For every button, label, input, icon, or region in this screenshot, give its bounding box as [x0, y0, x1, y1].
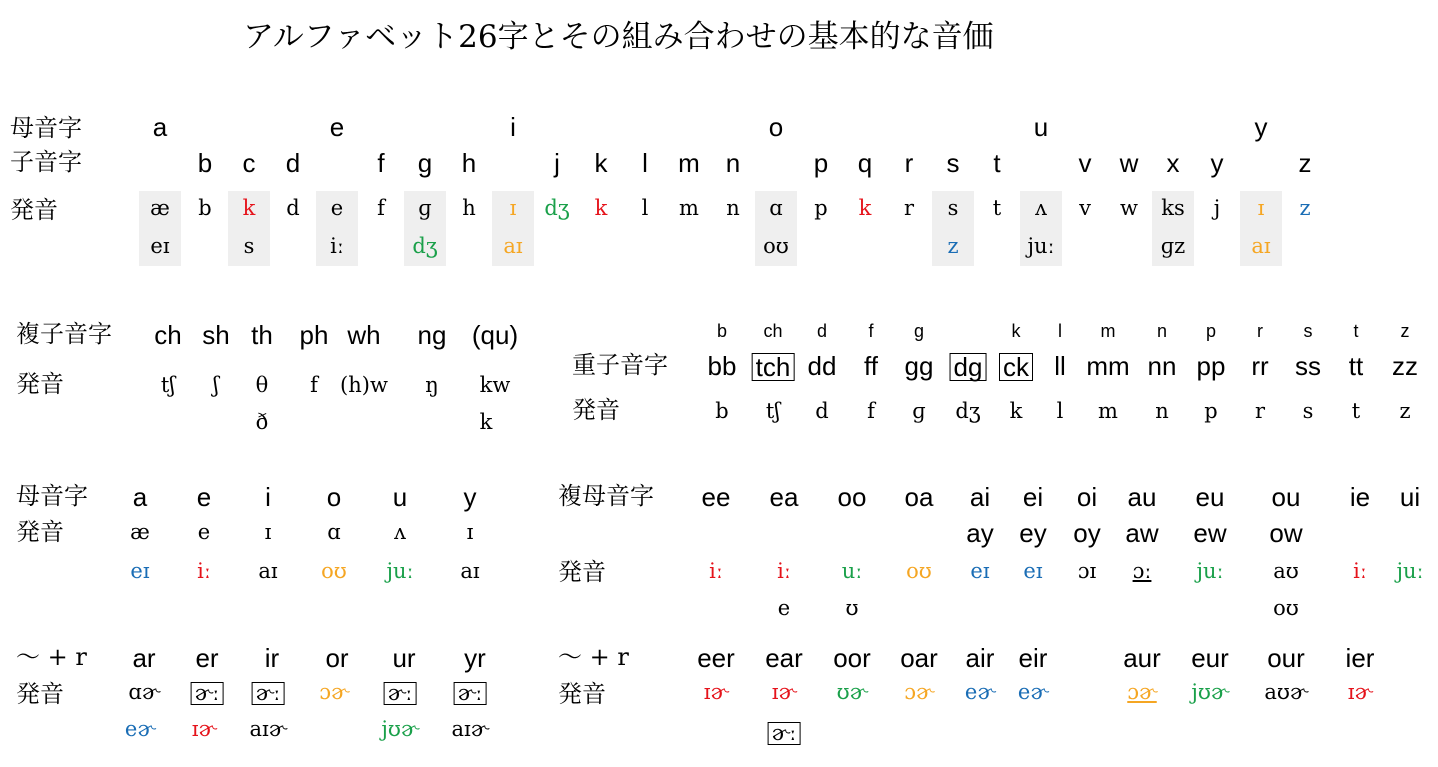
ipa-symbol: r	[903, 196, 915, 220]
r-letter: eur	[1191, 643, 1229, 673]
complex-vowel-letter: ui	[1399, 482, 1421, 512]
page-title: アルファベット26字とその組み合わせの基本的な音価	[243, 19, 994, 55]
r-letter: oar	[900, 643, 938, 673]
r-letter: air	[965, 643, 995, 673]
ipa-symbol: aɪɚ	[451, 717, 489, 741]
ipa-symbol: ɪɚ	[191, 717, 217, 741]
ipa-symbol: k	[479, 410, 493, 434]
ipa-symbol: l	[1056, 399, 1064, 423]
ipa-symbol: ɑɚ	[128, 680, 160, 704]
ipa-symbol: dʒ	[955, 399, 981, 423]
ipa-symbol: k	[242, 196, 256, 220]
ipa-symbol: ɚː	[768, 722, 801, 745]
ipa-symbol: s	[1302, 399, 1314, 423]
ipa-symbol: eɪ	[130, 559, 150, 583]
label-vowel-sound-2: 発音	[16, 518, 64, 546]
ipa-symbol: t	[1351, 399, 1361, 423]
label-double-consonant: 重子音字	[572, 351, 668, 379]
ipa-symbol: z	[1399, 399, 1411, 423]
consonant-letter: k	[594, 148, 608, 178]
consonant-letter: r	[904, 148, 914, 178]
label-digraph: 複子音字	[16, 320, 112, 348]
ipa-symbol: ʊ	[845, 596, 859, 620]
ipa-symbol: ɔɚ	[1127, 680, 1157, 704]
ipa-symbol: b	[198, 196, 212, 220]
ipa-symbol: ɪɚ	[1347, 680, 1373, 704]
double-letter: tt	[1348, 351, 1364, 381]
ipa-symbol: ɪ	[264, 520, 272, 544]
ipa-symbol: eɚ	[964, 680, 996, 704]
vowel-letter: i	[510, 112, 516, 142]
ipa-symbol: juː	[386, 559, 414, 583]
ipa-symbol: ʌ	[1035, 196, 1047, 220]
consonant-letter: q	[857, 148, 873, 178]
label-r-left-sound: 発音	[16, 680, 64, 708]
label-consonant-letters: 子音字	[10, 148, 82, 176]
ipa-symbol: ɑ	[769, 196, 783, 220]
label-r-right: 〜 + r	[558, 643, 629, 671]
double-letter: ck	[999, 353, 1033, 381]
ipa-symbol: l	[641, 196, 649, 220]
double-small-letter: ch	[763, 321, 783, 341]
complex-vowel-letter: au	[1127, 482, 1157, 512]
vowel-letter: e	[329, 112, 345, 142]
complex-vowel-letter: ea	[769, 482, 799, 512]
ipa-symbol: iː	[197, 559, 211, 583]
complex-vowel-letter: ei	[1022, 482, 1044, 512]
double-small-letter: m	[1100, 321, 1116, 341]
label-r-right-sound: 発音	[558, 680, 606, 708]
double-small-letter: t	[1353, 321, 1359, 341]
double-letter: ss	[1295, 351, 1321, 381]
ipa-symbol: aɪɚ	[249, 717, 287, 741]
ipa-symbol: iː	[1353, 559, 1367, 583]
consonant-letter: j	[554, 148, 560, 178]
digraph-letter: sh	[202, 320, 230, 350]
r-letter: aur	[1123, 643, 1161, 673]
ipa-symbol: oʊ	[321, 559, 347, 583]
ipa-symbol: iː	[709, 559, 723, 583]
r-letter: eer	[697, 643, 735, 673]
ipa-symbol: f	[377, 196, 385, 220]
r-letter: yr	[464, 643, 486, 673]
r-letter: ear	[765, 643, 803, 673]
ipa-symbol: juː	[1196, 559, 1224, 583]
ipa-symbol: ʌ	[394, 520, 406, 544]
ipa-symbol: aʊ	[1273, 559, 1299, 583]
r-letter: er	[195, 643, 219, 673]
complex-vowel-letter: ou	[1271, 482, 1301, 512]
ipa-symbol: (h)w	[340, 373, 388, 397]
ipa-symbol: dʒ	[544, 196, 570, 220]
vowel-letter: y	[1254, 112, 1268, 142]
digraph-letter: th	[251, 320, 273, 350]
double-small-letter: l	[1058, 321, 1062, 341]
ipa-symbol: m	[1098, 399, 1118, 423]
ipa-symbol: eɚ	[1017, 680, 1049, 704]
ipa-symbol: n	[726, 196, 740, 220]
consonant-letter: p	[813, 148, 829, 178]
ipa-symbol: ɔɚ	[319, 680, 349, 704]
label-complex-vowel: 複母音字	[558, 482, 654, 510]
ipa-symbol: aɪ	[460, 559, 480, 583]
double-small-letter: d	[816, 321, 828, 341]
complex-vowel-letter: ey	[1019, 518, 1047, 548]
consonant-letter: y	[1210, 148, 1224, 178]
complex-vowel-letter: ee	[701, 482, 731, 512]
ipa-symbol: k	[858, 196, 872, 220]
ipa-symbol: tʃ	[765, 399, 781, 423]
ipa-symbol: aɪ	[503, 234, 523, 258]
ipa-symbol: oʊ	[763, 234, 789, 258]
label-digraph-sound: 発音	[16, 370, 64, 398]
ipa-symbol: dʒ	[412, 234, 438, 258]
consonant-letter: c	[242, 148, 256, 178]
vowel-letter: o	[326, 482, 342, 512]
ipa-symbol: ɚː	[252, 682, 285, 705]
ipa-symbol: ð	[255, 410, 269, 434]
ipa-symbol: eɚ	[124, 717, 156, 741]
label-complex-vowel-sound: 発音	[558, 558, 606, 586]
double-letter: mm	[1086, 351, 1130, 381]
label-vowel-letters-2: 母音字	[16, 482, 88, 510]
r-letter: ir	[264, 643, 280, 673]
ipa-symbol: ʊɚ	[836, 680, 868, 704]
r-letter: ar	[132, 643, 156, 673]
complex-vowel-letter: ay	[966, 518, 994, 548]
ipa-symbol: aɪ	[1251, 234, 1271, 258]
consonant-letter: h	[461, 148, 477, 178]
complex-vowel-letter: ow	[1269, 518, 1303, 548]
double-small-letter: b	[716, 321, 728, 341]
r-letter: ur	[392, 643, 416, 673]
vowel-letter: u	[392, 482, 408, 512]
r-letter: eir	[1018, 643, 1048, 673]
complex-vowel-letter: eu	[1195, 482, 1225, 512]
ipa-symbol: aɪ	[258, 559, 278, 583]
ipa-symbol: aʊɚ	[1264, 680, 1308, 704]
consonant-letter: f	[377, 148, 385, 178]
vowel-letter: a	[132, 482, 148, 512]
ipa-symbol: juː	[1027, 234, 1055, 258]
ipa-symbol: iː	[330, 234, 344, 258]
consonant-letter: b	[197, 148, 213, 178]
consonant-letter: v	[1078, 148, 1092, 178]
ipa-symbol: d	[286, 196, 300, 220]
ipa-symbol: e	[777, 596, 791, 620]
complex-vowel-letter: oy	[1073, 518, 1101, 548]
r-letter: ier	[1345, 643, 1375, 673]
ipa-symbol: z	[1299, 196, 1311, 220]
ipa-symbol: iː	[777, 559, 791, 583]
consonant-letter: x	[1166, 148, 1180, 178]
ipa-symbol: r	[1254, 399, 1266, 423]
ipa-symbol: p	[1204, 399, 1218, 423]
consonant-letter: d	[285, 148, 301, 178]
ipa-symbol: eɪ	[1023, 559, 1043, 583]
vowel-letter: i	[265, 482, 271, 512]
consonant-letter: g	[417, 148, 433, 178]
double-small-letter: g	[913, 321, 925, 341]
digraph-letter: ng	[417, 320, 447, 350]
r-letter: or	[325, 643, 349, 673]
ipa-symbol: t	[992, 196, 1002, 220]
double-small-letter: z	[1400, 321, 1410, 341]
ipa-symbol: æ	[150, 196, 170, 220]
ipa-symbol: k	[594, 196, 608, 220]
ipa-symbol: ɪɚ	[703, 680, 729, 704]
consonant-letter: n	[725, 148, 741, 178]
ipa-symbol: oʊ	[1273, 596, 1299, 620]
ipa-symbol: ɔː	[1132, 559, 1152, 583]
ipa-symbol: ɪɚ	[771, 680, 797, 704]
ipa-symbol: ʃ	[213, 373, 219, 397]
vowel-letter: y	[463, 482, 477, 512]
ipa-symbol: ɡ	[912, 399, 926, 423]
r-letter: oor	[833, 643, 871, 673]
ipa-symbol: w	[1120, 196, 1138, 220]
ipa-symbol: ɪ	[509, 196, 517, 220]
label-r-left: 〜 + r	[16, 643, 87, 671]
double-letter: zz	[1392, 351, 1418, 381]
digraph-letter: ch	[154, 320, 182, 350]
consonant-letter: z	[1298, 148, 1312, 178]
ipa-symbol: ɚː	[191, 682, 224, 705]
ipa-symbol: eɪ	[970, 559, 990, 583]
complex-vowel-letter: oo	[837, 482, 867, 512]
complex-vowel-letter: oa	[904, 482, 934, 512]
double-small-letter: k	[1011, 321, 1021, 341]
double-small-letter: r	[1257, 321, 1263, 341]
consonant-letter: w	[1119, 148, 1139, 178]
ipa-symbol: ɪ	[466, 520, 474, 544]
double-letter: dd	[807, 351, 837, 381]
ipa-symbol: ks	[1161, 196, 1185, 220]
vowel-letter: u	[1033, 112, 1049, 142]
ipa-symbol: e	[197, 520, 211, 544]
ipa-symbol: jʊɚ	[381, 717, 419, 741]
ipa-symbol: æ	[130, 520, 150, 544]
ipa-symbol: m	[679, 196, 699, 220]
ipa-symbol: f	[310, 373, 318, 397]
vowel-letter: o	[768, 112, 784, 142]
digraph-letter: ph	[299, 320, 329, 350]
ipa-symbol: k	[1009, 399, 1023, 423]
ipa-symbol: j	[1213, 196, 1221, 220]
label-pronunciation: 発音	[10, 196, 58, 224]
ipa-symbol: ɑ	[327, 520, 341, 544]
consonant-letter: l	[642, 148, 648, 178]
double-letter: ll	[1054, 351, 1066, 381]
consonant-letter: s	[946, 148, 960, 178]
complex-vowel-letter: ew	[1193, 518, 1227, 548]
vowel-letter: e	[196, 482, 212, 512]
ipa-symbol: θ	[255, 373, 269, 397]
complex-vowel-letter: aw	[1125, 518, 1159, 548]
double-letter: tch	[752, 353, 795, 381]
ipa-symbol: z	[947, 234, 959, 258]
double-letter: nn	[1147, 351, 1177, 381]
double-letter: ff	[864, 351, 878, 381]
ipa-symbol: ɔɚ	[904, 680, 934, 704]
double-small-letter: f	[868, 321, 874, 341]
ipa-symbol: n	[1155, 399, 1169, 423]
complex-vowel-letter: oi	[1076, 482, 1098, 512]
ipa-symbol: f	[867, 399, 875, 423]
double-letter: dg	[950, 353, 987, 381]
ipa-symbol: kw	[479, 373, 511, 397]
ipa-symbol: p	[814, 196, 828, 220]
ipa-symbol: ɚː	[454, 682, 487, 705]
double-letter: gg	[904, 351, 934, 381]
ipa-symbol: tʃ	[160, 373, 176, 397]
double-small-letter: p	[1205, 321, 1217, 341]
ipa-symbol: ɡz	[1160, 234, 1186, 258]
ipa-symbol: ŋ	[425, 373, 439, 397]
ipa-symbol: v	[1079, 196, 1091, 220]
digraph-letter: (qu)	[471, 320, 519, 350]
ipa-symbol: eɪ	[150, 234, 170, 258]
double-small-letter: n	[1156, 321, 1168, 341]
ipa-symbol: ɔɪ	[1077, 559, 1097, 583]
consonant-letter: m	[678, 148, 700, 178]
ipa-symbol: d	[815, 399, 829, 423]
ipa-symbol: ɡ	[418, 196, 432, 220]
digraph-letter: wh	[347, 320, 381, 350]
ipa-symbol: b	[715, 399, 729, 423]
ipa-symbol: e	[330, 196, 344, 220]
ipa-symbol: s	[243, 234, 255, 258]
ipa-symbol: h	[462, 196, 476, 220]
ipa-symbol: oʊ	[906, 559, 932, 583]
ipa-symbol: s	[947, 196, 959, 220]
ipa-symbol: ɚː	[384, 682, 417, 705]
label-double-sound: 発音	[572, 396, 620, 424]
ipa-symbol: uː	[841, 559, 863, 583]
double-small-letter: s	[1303, 321, 1313, 341]
vowel-letter: a	[152, 112, 168, 142]
label-vowel-letters: 母音字	[10, 114, 82, 142]
ipa-symbol: juː	[1396, 559, 1424, 583]
double-letter: pp	[1196, 351, 1226, 381]
complex-vowel-letter: ie	[1349, 482, 1371, 512]
ipa-symbol: jʊɚ	[1191, 680, 1229, 704]
consonant-letter: t	[993, 148, 1001, 178]
complex-vowel-letter: ai	[969, 482, 991, 512]
double-letter: bb	[707, 351, 737, 381]
double-letter: rr	[1251, 351, 1269, 381]
r-letter: our	[1267, 643, 1305, 673]
ipa-symbol: ɪ	[1257, 196, 1265, 220]
